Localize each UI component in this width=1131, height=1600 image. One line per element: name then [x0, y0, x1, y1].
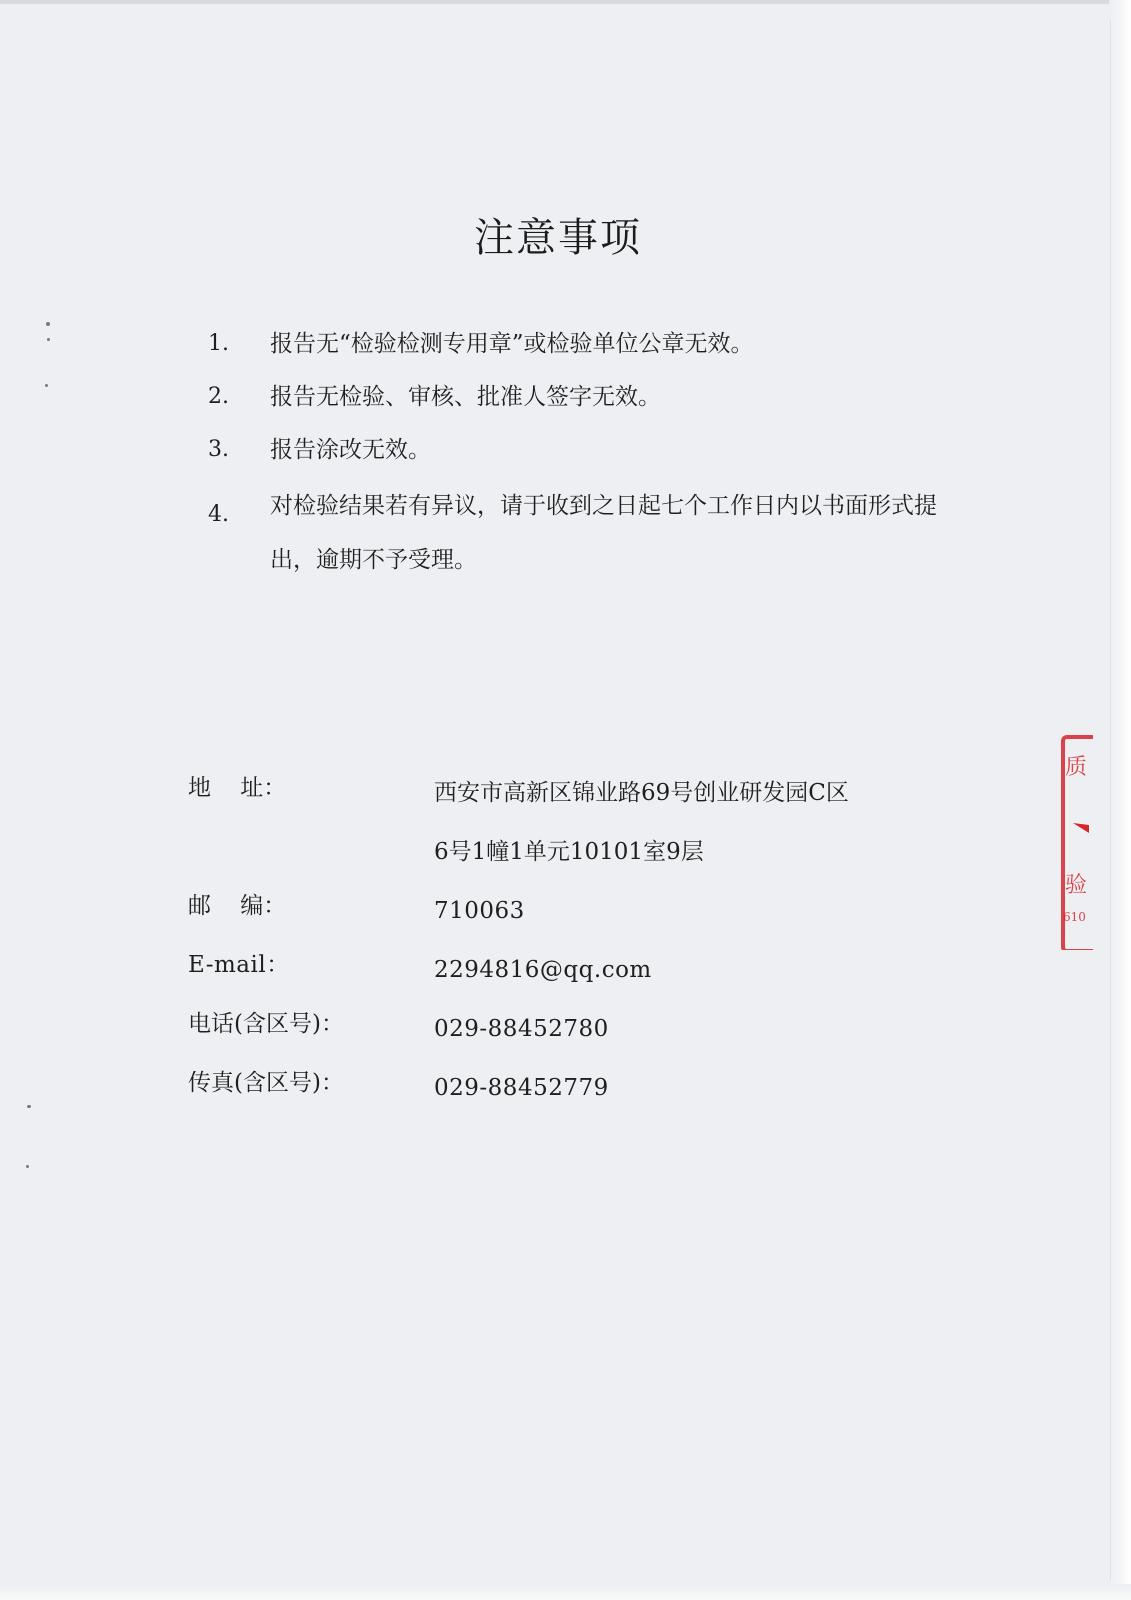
- notice-text: 报告无检验、审核、批准人签字无效。: [270, 384, 661, 410]
- notice-text: 报告无“检验检测专用章”或检验单位公章无效。: [270, 331, 754, 357]
- contact-row-postcode: [188, 888, 948, 947]
- phone-label: 电话(含区号)：: [188, 1011, 344, 1037]
- contact-row-fax: [188, 1065, 948, 1124]
- scan-speck: [27, 1105, 31, 1108]
- scan-edge-top: [0, 0, 1131, 4]
- scan-speck: [47, 338, 50, 341]
- address-line: 6号1幢1单元10101室9层: [434, 839, 704, 865]
- red-seal-partial: [1057, 735, 1093, 950]
- scan-speck: [46, 322, 50, 326]
- notice-text: 报告涂改无效。: [270, 437, 431, 463]
- notice-number: 4.: [208, 502, 229, 527]
- notice-list: [208, 326, 948, 604]
- email-value: 2294816@qq.com: [434, 957, 652, 983]
- seal-char: 验: [1065, 873, 1088, 898]
- scan-edge-bottom: [0, 1584, 1131, 1600]
- notice-number: 2.: [208, 384, 229, 409]
- notice-number: 3.: [208, 437, 229, 462]
- phone-value: 029-88452780: [434, 1016, 609, 1042]
- address-value: [434, 764, 934, 882]
- contact-info: [188, 770, 948, 1124]
- notice-item: [208, 432, 948, 468]
- postcode-value: 710063: [434, 898, 525, 924]
- contact-row-email: [188, 947, 948, 1006]
- notice-item: [208, 326, 948, 362]
- page-title: 注意事项: [474, 215, 642, 261]
- scan-speck: [45, 384, 48, 387]
- notice-number: 1.: [208, 331, 229, 356]
- notice-item: [208, 379, 948, 415]
- postcode-label: 邮 编：: [188, 893, 287, 919]
- email-label: E-mail：: [188, 952, 290, 978]
- fax-label: 传真(含区号)：: [188, 1070, 344, 1096]
- seal-char: 质: [1065, 755, 1088, 780]
- notice-text: 对检验结果若有异议，请于收到之日起七个工作日内以书面形式提出，逾期不予受理。: [270, 493, 937, 573]
- contact-row-address: [188, 770, 948, 888]
- seal-fragment: 610: [1063, 910, 1086, 924]
- notice-item: [208, 479, 948, 587]
- fax-value: 029-88452779: [434, 1075, 609, 1101]
- contact-row-phone: [188, 1006, 948, 1065]
- address-line: 西安市高新区锦业路69号创业研发园C区: [434, 780, 849, 806]
- scan-speck: [26, 1165, 29, 1168]
- address-label: 地 址：: [188, 775, 287, 801]
